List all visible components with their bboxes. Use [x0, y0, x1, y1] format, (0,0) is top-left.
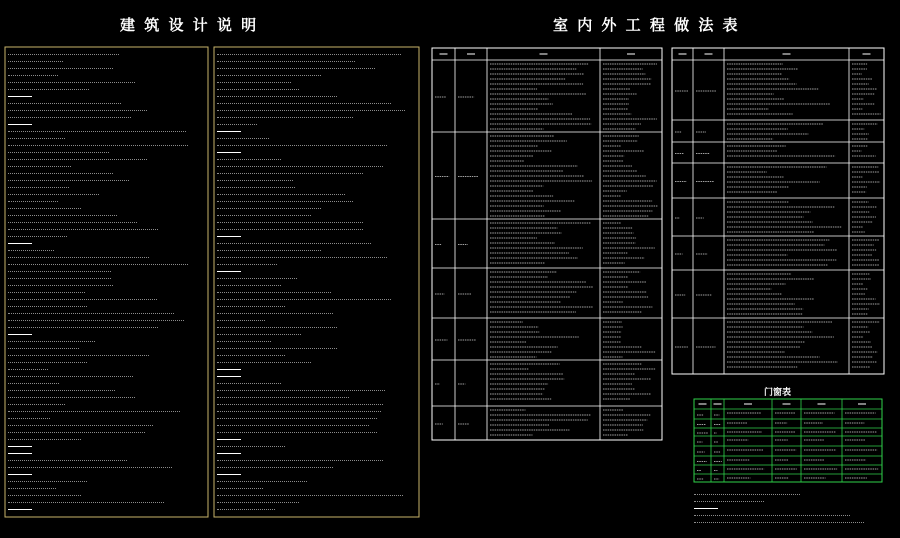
note-line [694, 489, 800, 495]
note-line [694, 517, 864, 523]
design-notes-title: 建 筑 设 计 说 明 [120, 16, 259, 34]
note-line [694, 503, 718, 509]
finish-table-title: 室 内 外 工 程 做 法 表 [553, 16, 740, 34]
note-line [694, 510, 850, 516]
door-window-title: 门窗表 [764, 388, 792, 398]
note-line [694, 496, 764, 502]
note-line [694, 524, 776, 525]
door-window-notes [694, 489, 894, 525]
table-border [694, 399, 882, 482]
